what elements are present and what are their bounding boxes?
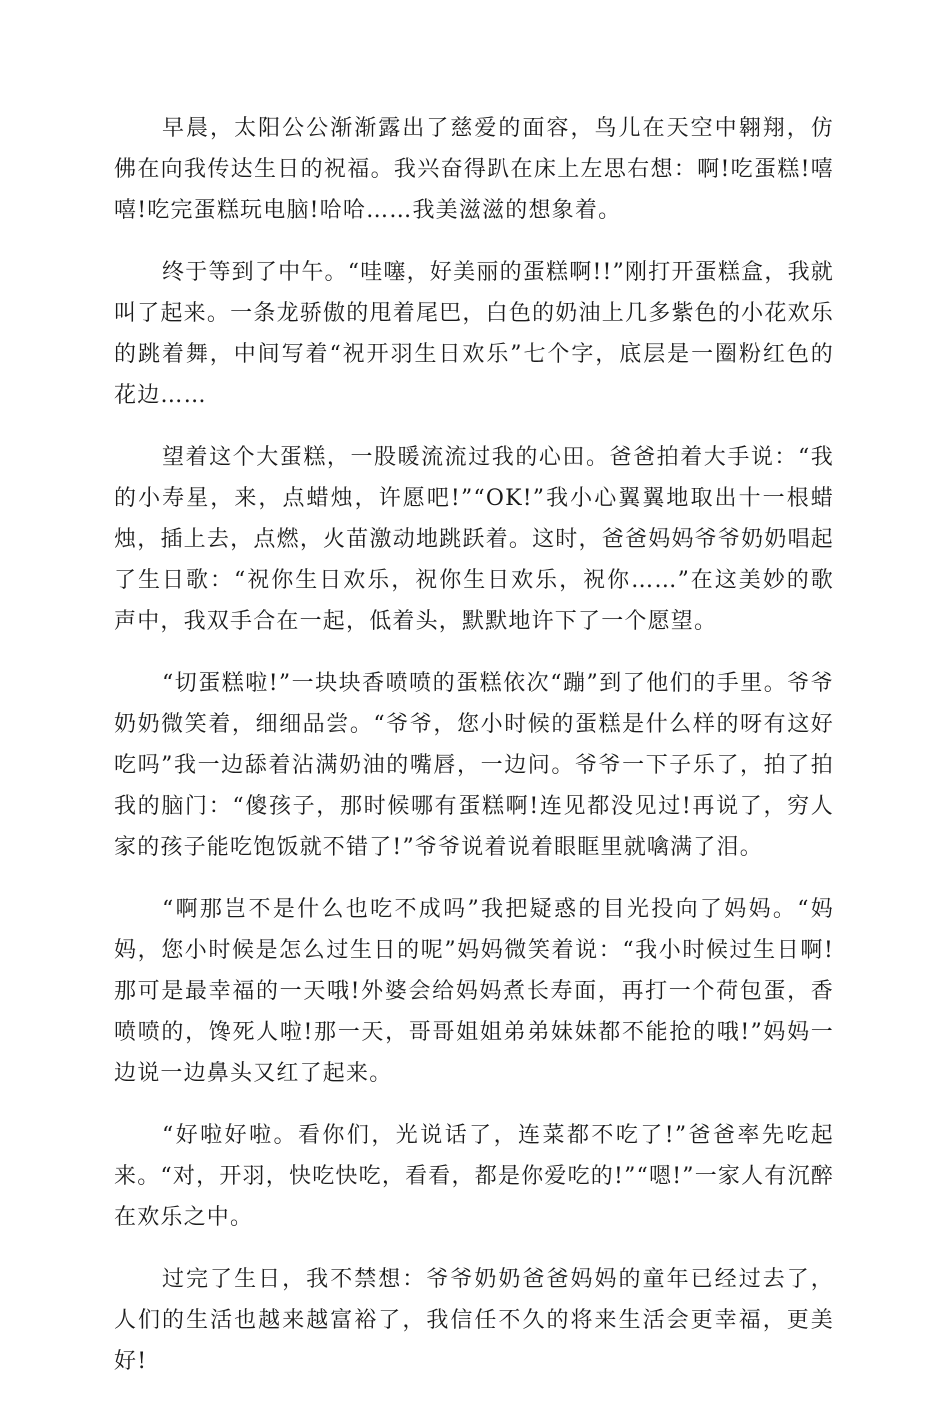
paragraph-closing-thought: 过完了生日，我不禁想：爷爷奶奶爸爸妈妈的童年已经过去了，人们的生活也越来越富裕了，我信任不久的将来生活会更幸福，更美好! (114, 1267, 834, 1374)
paragraph-birthday-morning: 早晨，太阳公公渐渐露出了慈爱的面容，鸟儿在天空中翱翔，仿佛在向我传达生日的祝福。我兴奋得趴在床上左思右想：啊!吃蛋糕!嘻嘻!吃完蛋糕玩电脑!哈哈……我美滋滋的想象着。 (114, 116, 834, 223)
paragraph-grandpa-memory: “切蛋糕啦!”一块块香喷喷的蛋糕依次“蹦”到了他们的手里。爷爷奶奶微笑着，细细品尝。“爷爷，您小时候的蛋糕是什么样的呀有这好吃吗”我一边舔着沾满奶油的嘴唇，一边问。爷爷一下子乐了，拍了拍我的脑门：“傻孩子，那时候哪有蛋糕啊!连见都没见过!再说了，穷人家的孩子能吃饱饭就不错了!”爷爷说着说着眼眶里就噙满了泪。 (114, 671, 834, 860)
paragraph-candles-wish: 望着这个大蛋糕，一股暖流流过我的心田。爸爸拍着大手说：“我的小寿星，来，点蜡烛，许愿吧!”“OK!”我小心翼翼地取出十一根蜡烛，插上去，点燃，火苗激动地跳跃着。这时，爸爸妈妈爷爷奶奶唱起了生日歌：“祝你生日欢乐，祝你生日欢乐，祝你……”在这美妙的歌声中，我双手合在一起，低着头，默默地许下了一个愿望。 (114, 445, 834, 634)
paragraph-family-eating: “好啦好啦。看你们，光说话了，连菜都不吃了!”爸爸率先吃起来。“对，开羽，快吃快吃，看看，都是你爱吃的!”“嗯!”一家人有沉醉在欢乐之中。 (114, 1123, 834, 1230)
essay-body (114, 108, 834, 1403)
paragraph-cake-opening: 终于等到了中午。“哇噻，好美丽的蛋糕啊!!”刚打开蛋糕盒，我就叫了起来。一条龙骄傲的甩着尾巴，白色的奶油上几多紫色的小花欢乐的跳着舞，中间写着“祝开羽生日欢乐”七个字，底层是一圈粉红色的花边…… (114, 260, 834, 408)
paragraph-mother-memory: “啊那岂不是什么也吃不成吗”我把疑惑的目光投向了妈妈。“妈妈，您小时候是怎么过生日的呢”妈妈微笑着说：“我小时候过生日啊!那可是最幸福的一天哦!外婆会给妈妈煮长寿面，再打一个荷包蛋，香喷喷的，馋死人啦!那一天，哥哥姐姐弟弟妹妹都不能抢的哦!”妈妈一边说一边鼻头又红了起来。 (114, 897, 834, 1086)
